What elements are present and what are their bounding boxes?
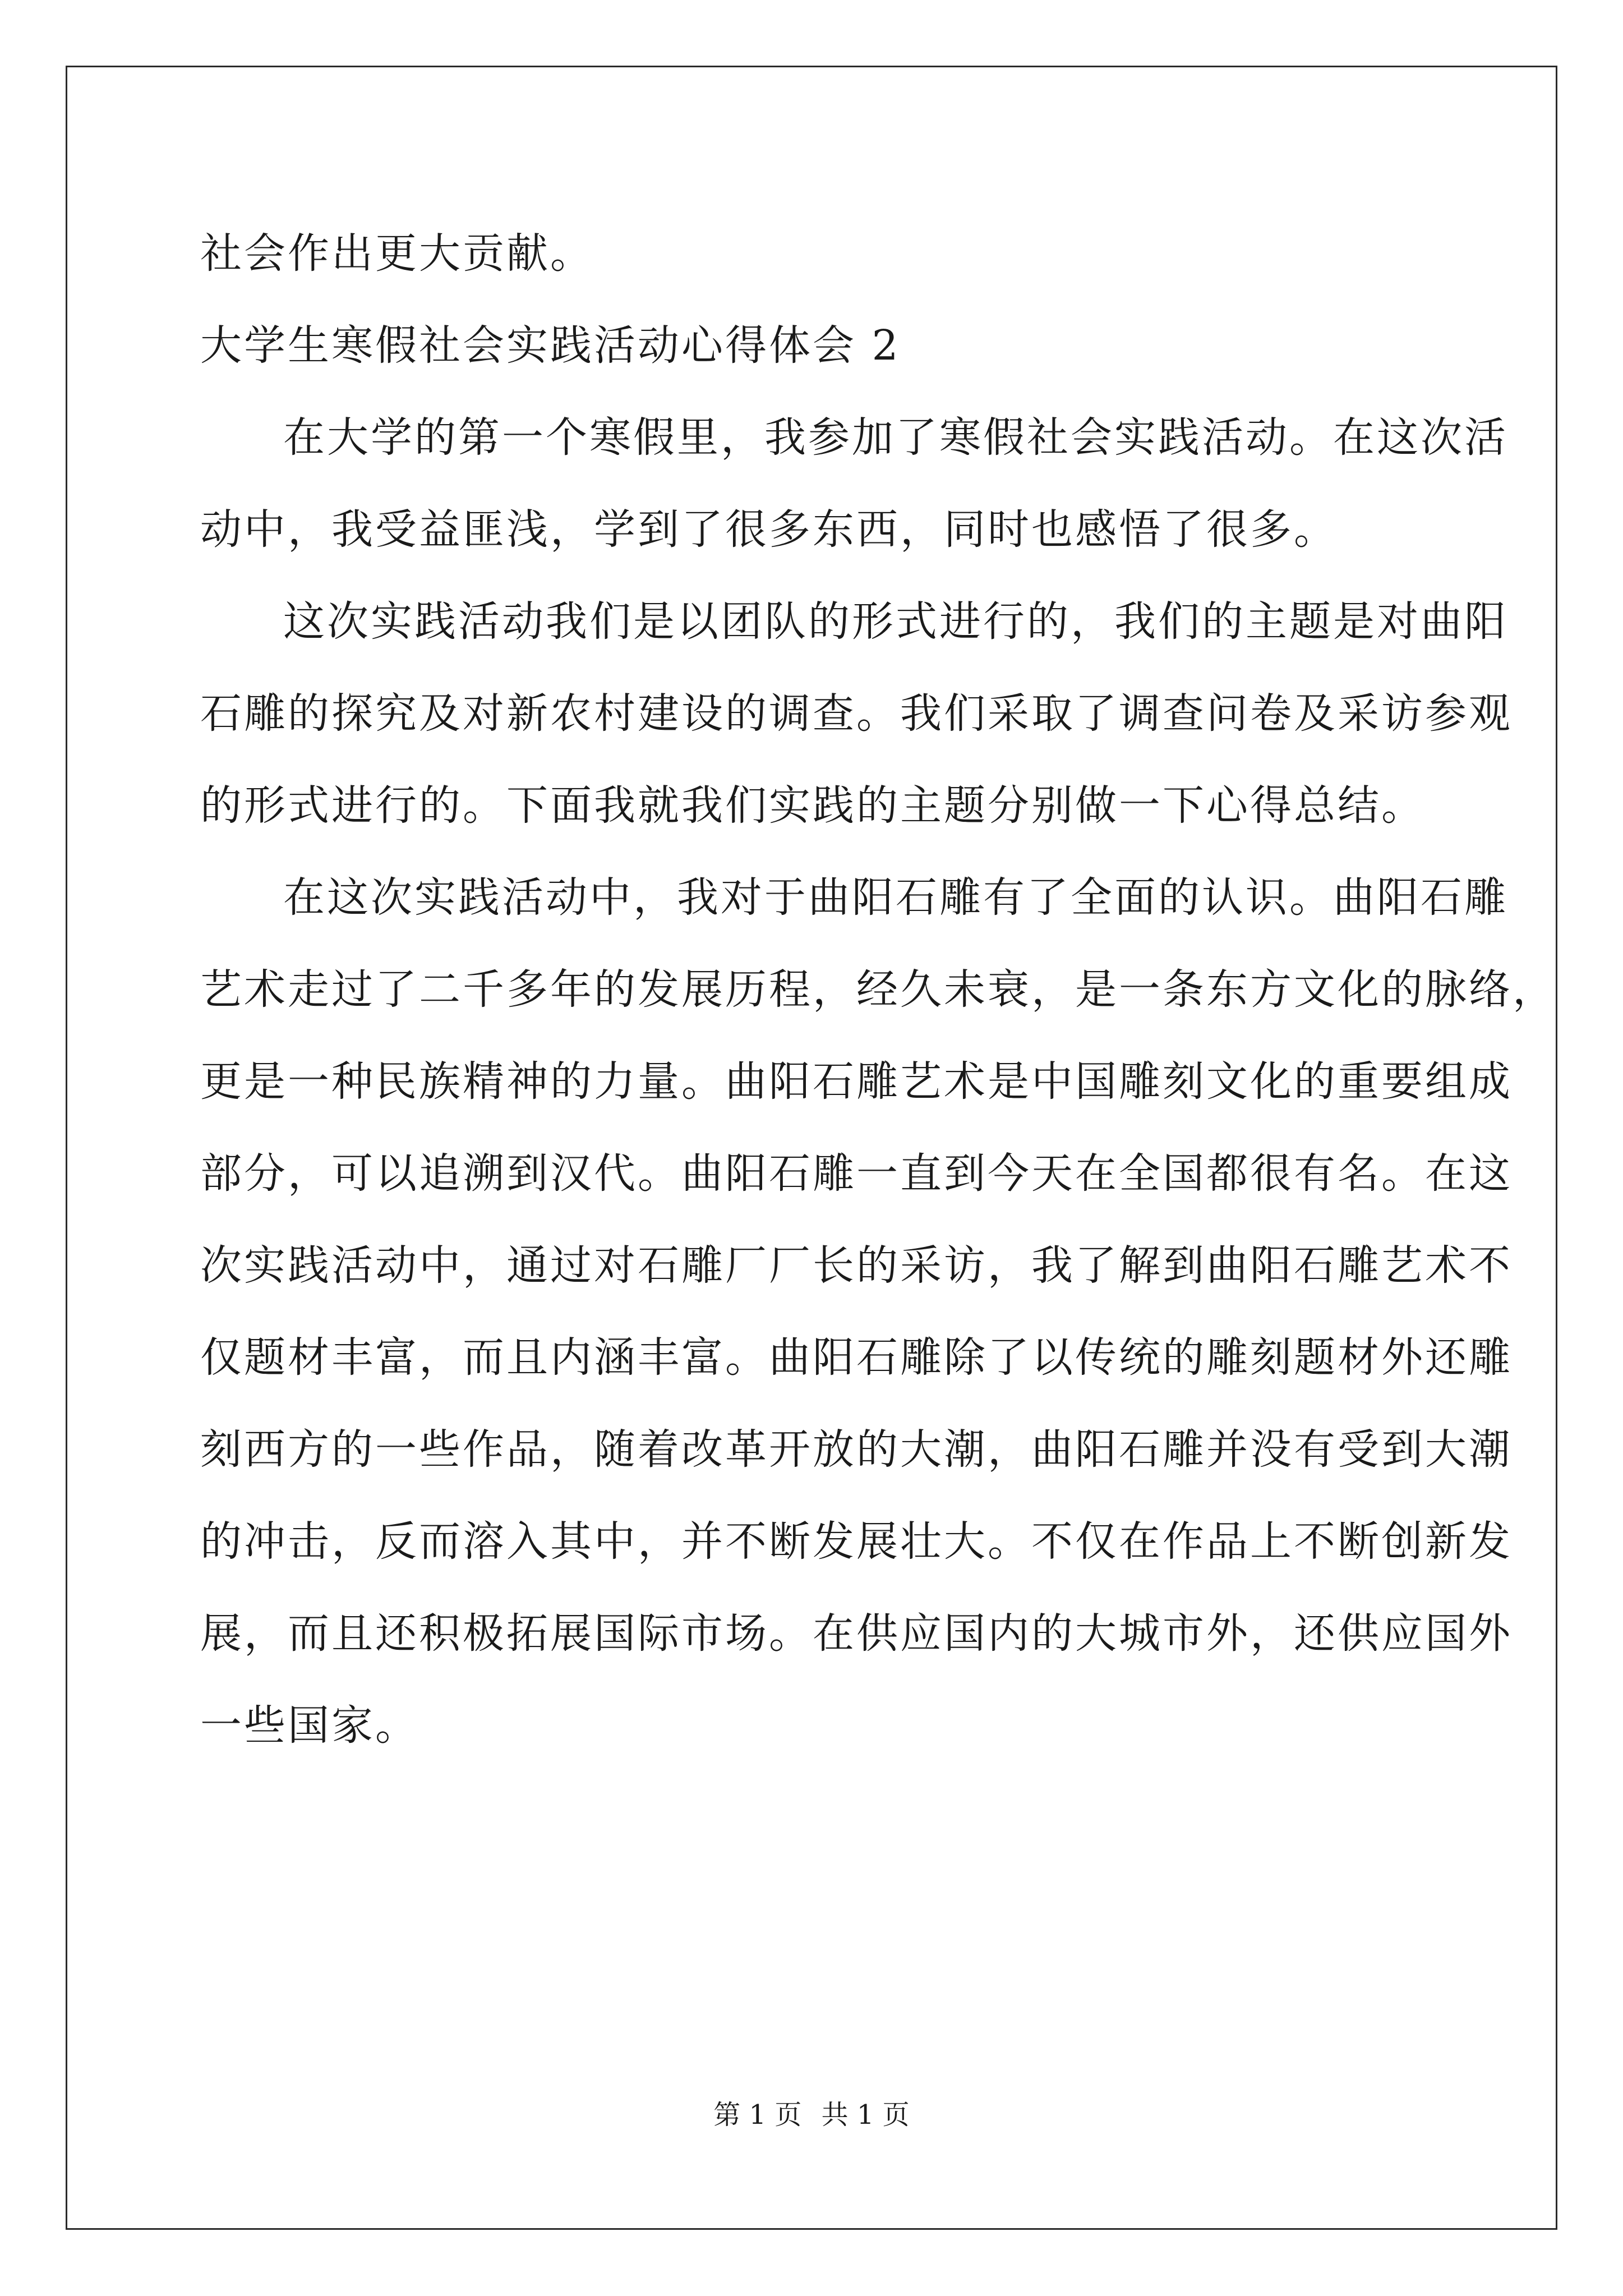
text-line: 在这次实践活动中，我对于曲阳石雕有了全面的认识。曲阳石雕 bbox=[283, 873, 1508, 922]
text-line: 更是一种民族精神的力量。曲阳石雕艺术是中国雕刻文化的重要组成 bbox=[200, 1057, 1513, 1106]
page-total: 共 1 页 bbox=[821, 2099, 910, 2131]
text-line: 艺术走过了二千多年的发展历程，经久未衰，是一条东方文化的脉络， bbox=[200, 965, 1556, 1014]
text-line: 的形式进行的。下面我就我们实践的主题分别做一下心得总结。 bbox=[200, 781, 1425, 830]
text-line: 次实践活动中，通过对石雕厂厂长的采访，我了解到曲阳石雕艺术不 bbox=[200, 1241, 1513, 1290]
text-line: 社会作出更大贡献。 bbox=[200, 229, 594, 278]
text-line: 展，而且还积极拓展国际市场。在供应国内的大城市外，还供应国外 bbox=[200, 1609, 1513, 1658]
text-line: 一些国家。 bbox=[200, 1701, 419, 1750]
text-line: 动中，我受益匪浅，学到了很多东西，同时也感悟了很多。 bbox=[200, 505, 1338, 554]
text-line: 石雕的探究及对新农村建设的调查。我们采取了调查问卷及采访参观 bbox=[200, 689, 1513, 738]
text-line: 的冲击，反而溶入其中，并不断发展壮大。不仅在作品上不断创新发 bbox=[200, 1517, 1513, 1566]
text-line: 这次实践活动我们是以团队的形式进行的，我们的主题是对曲阳 bbox=[283, 597, 1508, 646]
text-line: 在大学的第一个寒假里，我参加了寒假社会实践活动。在这次活 bbox=[283, 413, 1508, 462]
section-heading: 大学生寒假社会实践活动心得体会 2 bbox=[200, 321, 901, 370]
text-line: 部分，可以追溯到汉代。曲阳石雕一直到今天在全国都很有名。在这 bbox=[200, 1149, 1513, 1198]
page-number: 第 1 页 bbox=[713, 2099, 802, 2131]
text-line: 仅题材丰富，而且内涵丰富。曲阳石雕除了以传统的雕刻题材外还雕 bbox=[200, 1333, 1513, 1382]
document-body bbox=[200, 208, 1556, 1772]
page-footer bbox=[0, 2098, 1623, 2132]
text-line: 刻西方的一些作品，随着改革开放的大潮，曲阳石雕并没有受到大潮 bbox=[200, 1425, 1513, 1474]
